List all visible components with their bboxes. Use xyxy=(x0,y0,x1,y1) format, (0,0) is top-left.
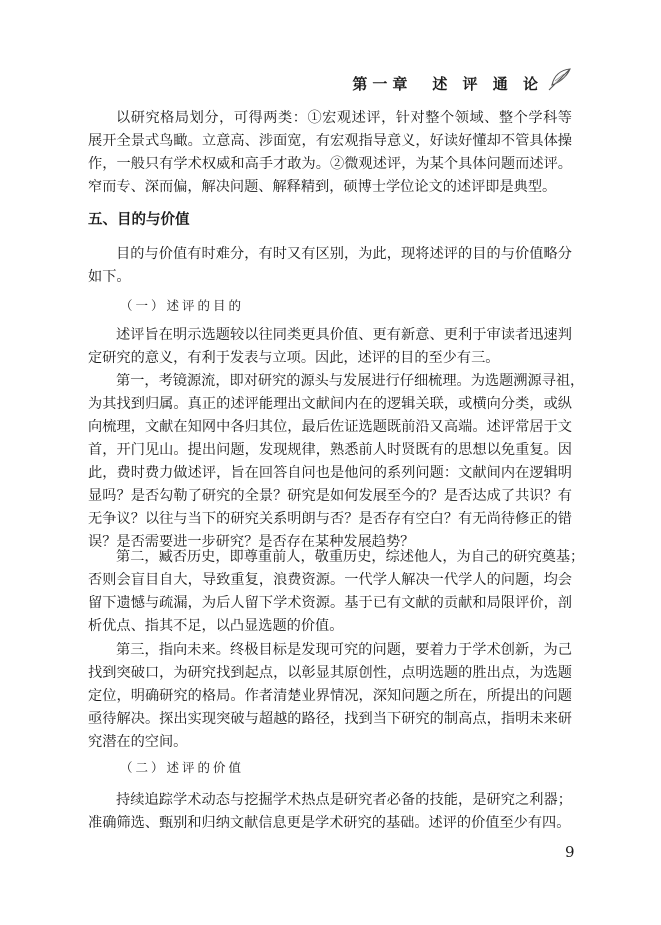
paragraph-line: 如下。 xyxy=(88,269,131,285)
paragraph-line: 第二，臧否历史，即尊重前人，敬重历史，综述他人，为自己的研究奠基； xyxy=(116,549,585,565)
paragraph-line: 作，一般只有学术权威和高手才敢为。②微观述评，为某个具体问题而述评。 xyxy=(88,156,572,172)
paragraph-line: 目的与价值有时难分，有时又有区别，为此，现将述评的目的与价值略分 xyxy=(116,246,572,262)
paragraph-line: 第一，考镜源流，即对研究的源头与发展进行仔细梳理。为选题溯源寻祖， xyxy=(116,373,585,389)
running-header: 第一章 述 评 通 论 xyxy=(352,75,543,93)
paragraph-line: 述评旨在明示选题较以往同类更具价值、更有新意、更利于审读者迅速判 xyxy=(116,327,572,343)
subsection-heading: （二）述评的价值 xyxy=(120,760,245,775)
paragraph-line: 析优点、指其不足，以凸显选题的价值。 xyxy=(88,618,344,634)
paragraph-line: 无争议？以往与当下的研究关系明朗与否？是否存有空白？有无尚待修正的错 xyxy=(88,511,572,527)
paragraph-line: 持续追踪学术动态与挖掘学术热点是研究者必备的技能，是研究之利器； xyxy=(116,792,572,808)
feather-pen-icon xyxy=(546,66,574,92)
paragraph-line: 首，开门见山。提出问题，发现规律，熟悉前人时贤既有的思想以免重复。因 xyxy=(88,442,572,458)
page-number: 9 xyxy=(565,843,575,861)
paragraph-line: 准确筛选、甄别和归纳文献信息更是学术研究的基础。述评的价值至少有四。 xyxy=(88,815,571,831)
paragraph-line: 展开全景式鸟瞰。立意高、涉面宽，有宏观指导意义，好读好懂却不管具体操 xyxy=(88,133,572,149)
paragraph-line: 定研究的意义，有利于发表与立项。因此，述评的目的至少有三。 xyxy=(88,350,500,366)
paragraph-line: 亟待解决。探出实现突破与超越的路径，找到当下研究的制高点，指明未来研 xyxy=(88,711,572,727)
paragraph-line: 向梳理，文献在知网中各归其位，最后佐证选题既前沿又高端。述评常居于文 xyxy=(88,419,572,435)
paragraph-line: 定位，明确研究的格局。作者清楚业界情况，深知问题之所在，所提出的问题 xyxy=(88,688,572,704)
paragraph-line: 误？是否需要进一步研究？是否存在某种发展趋势？ xyxy=(88,534,415,550)
paragraph-line: 找到突破口，为研究找到起点，以彰显其原创性，点明选题的胜出点，为选题 xyxy=(88,665,572,681)
section-heading: 五、目的与价值 xyxy=(88,212,190,228)
paragraph-line: 为其找到归属。真正的述评能理出文献间内在的逻辑关联，或横向分类，或纵 xyxy=(88,396,572,412)
paragraph-line: 究潜在的空间。 xyxy=(88,734,188,750)
paragraph-line: 第三，指向未来。终极目标是发现可究的问题，要着力于学术创新，为己 xyxy=(116,642,572,658)
paragraph-line: 否则会盲目自大，导致重复，浪费资源。一代学人解决一代学人的问题，均会 xyxy=(88,572,572,588)
paragraph-line: 窄而专、深而偏，解决问题、解释精到，硕博士学位论文的述评即是典型。 xyxy=(88,179,557,195)
paragraph-line: 显吗？是否勾勒了研究的全景？研究是如何发展至今的？是否达成了共识？有 xyxy=(88,488,572,504)
subsection-heading: （一）述评的目的 xyxy=(120,298,245,313)
paragraph-line: 此，费时费力做述评，旨在回答自问也是他问的系列问题：文献间内在逻辑明 xyxy=(88,465,572,481)
paragraph-line: 以研究格局划分，可得两类：①宏观述评，针对整个领域、整个学科等 xyxy=(116,110,572,126)
paragraph-line: 留下遗憾与疏漏，为后人留下学术资源。基于已有文献的贡献和局限评价，剖 xyxy=(88,595,572,611)
